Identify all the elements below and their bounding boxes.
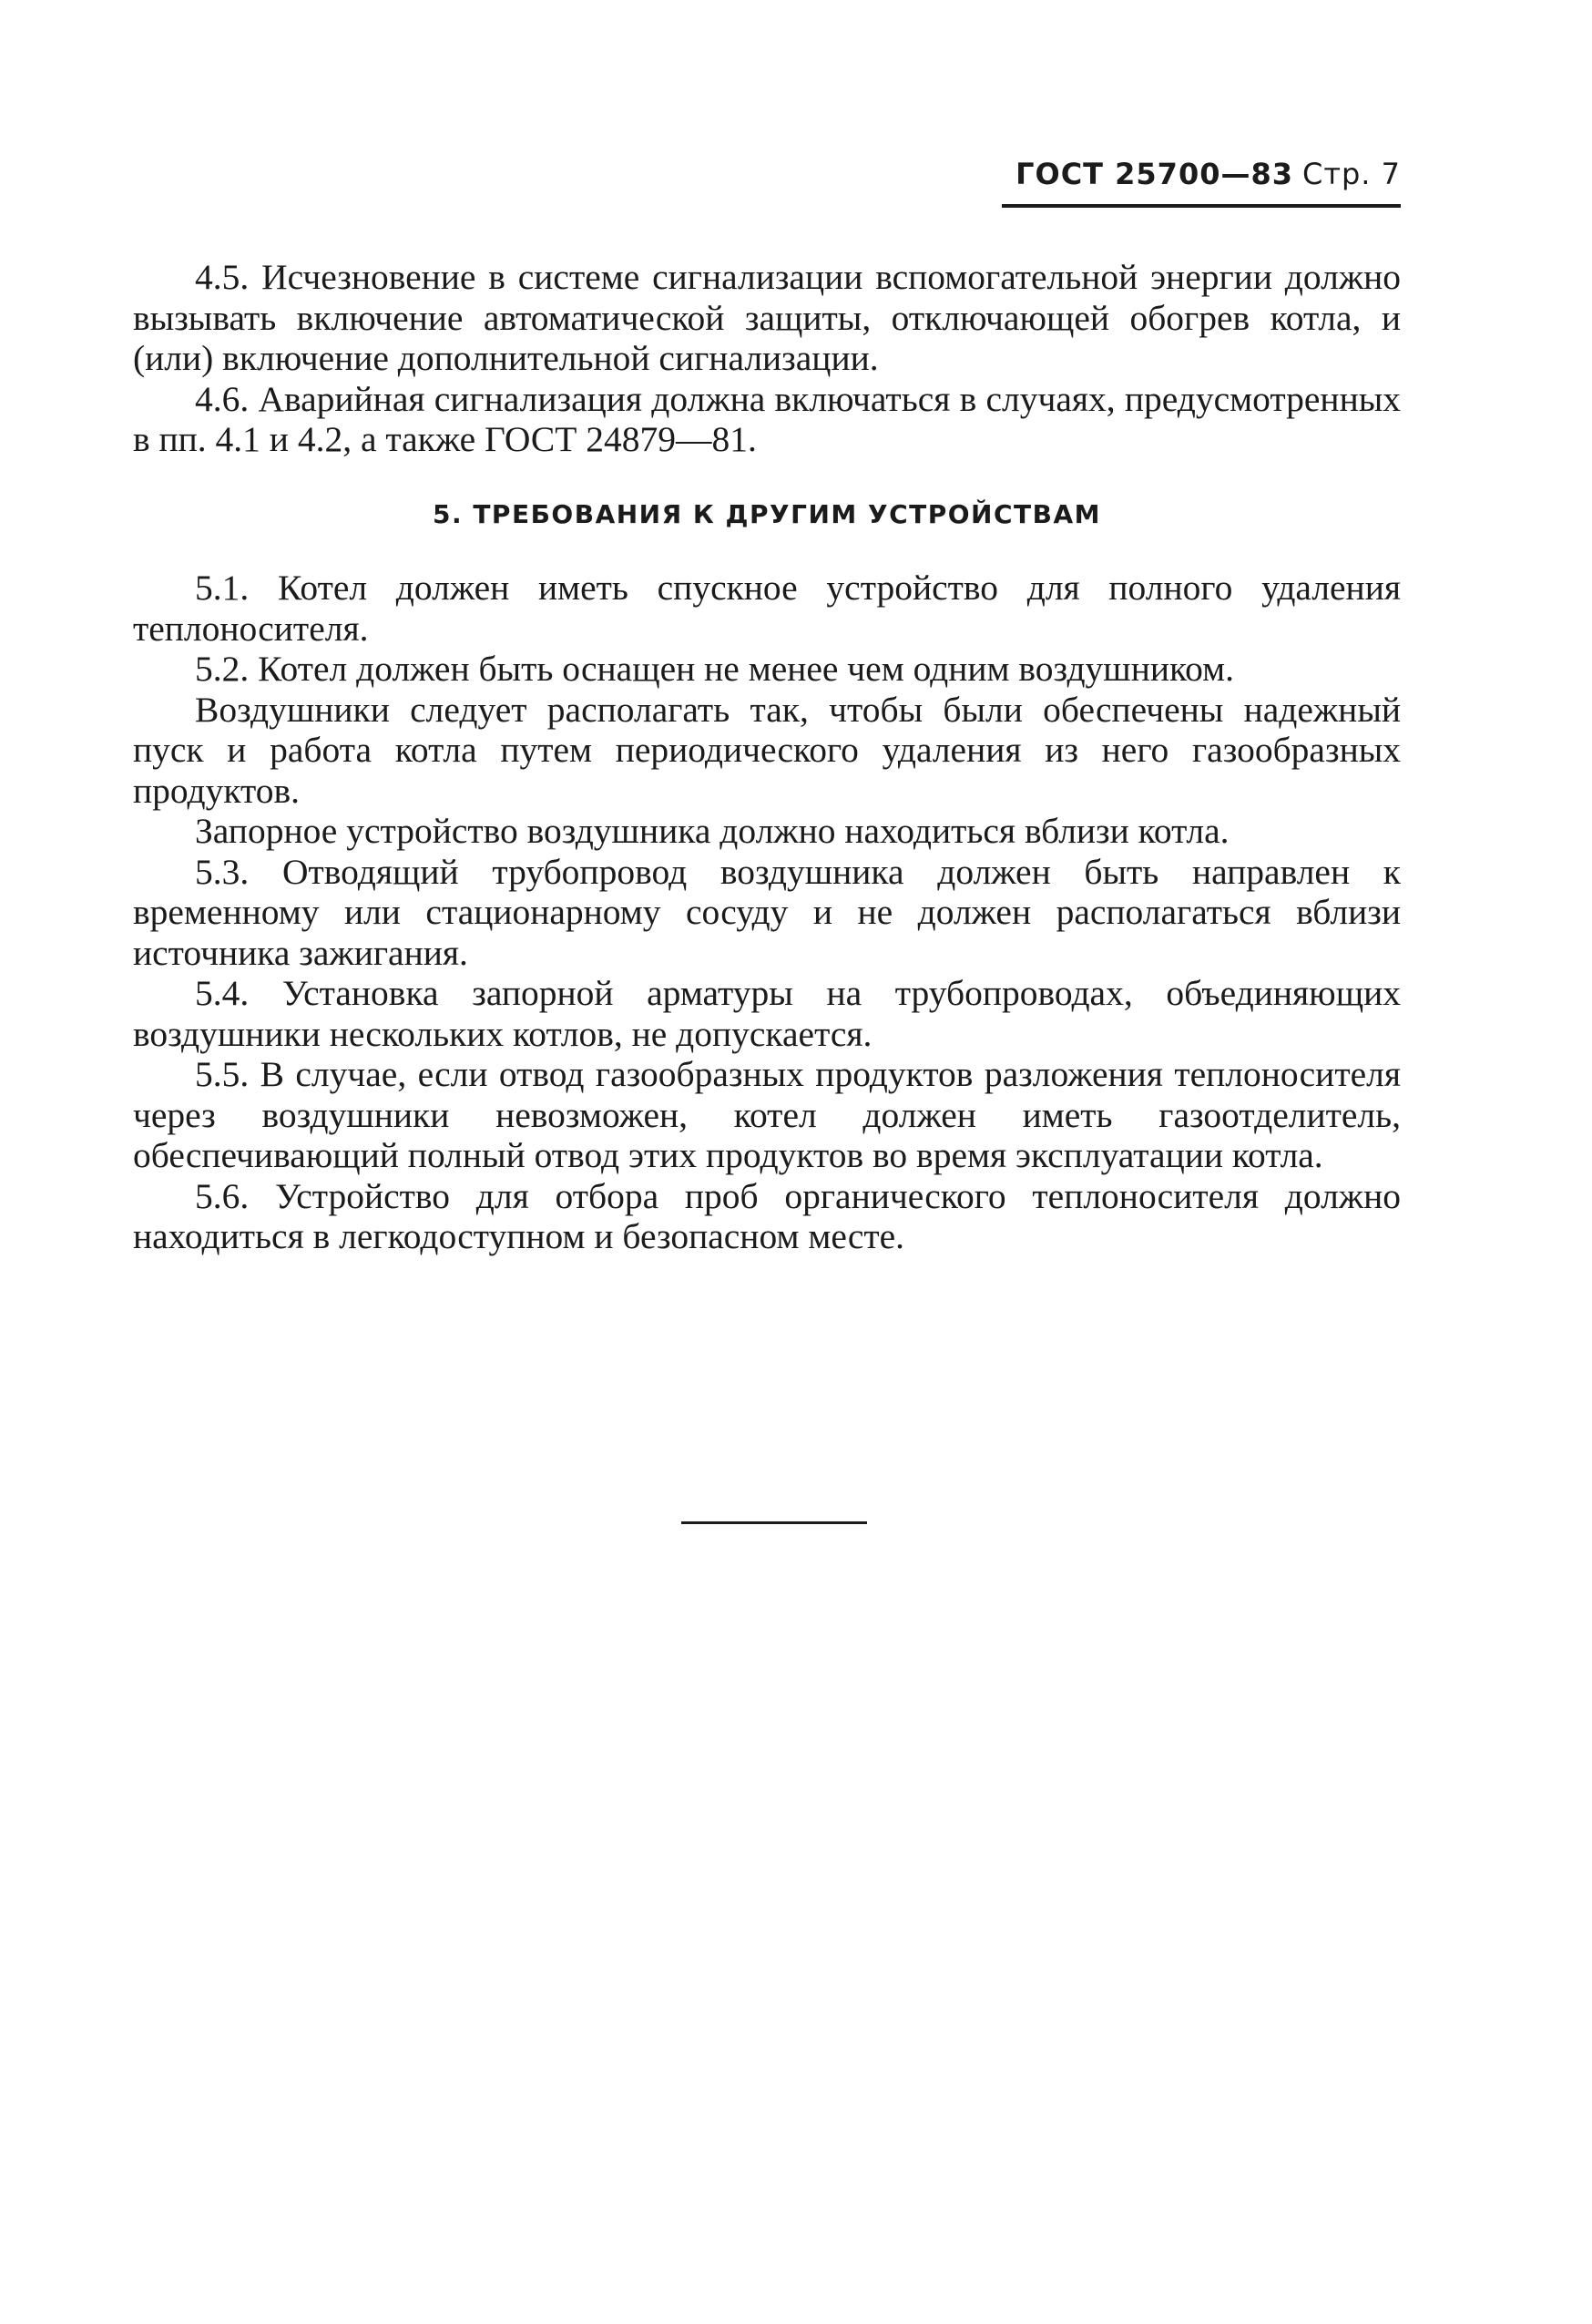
paragraph-5-2-shutoff: Запорное устройство воздушника должно находиться вблизи котла. [195,811,1230,851]
document-body [133,257,1401,1257]
header-rule [1002,204,1401,208]
page-number: Стр. 7 [1302,157,1401,191]
section-title: 5. ТРЕБОВАНИЯ К ДРУГИМ УСТРОЙСТВАМ [432,498,1102,529]
standard-number: ГОСТ 25700—83 [1015,157,1293,191]
end-rule [681,1521,867,1524]
paragraph-5-4: 5.4. Установка запорной арматуры на трубопроводах, объединяющих воздушники нескольких котлов, не допускается. [133,973,1401,1054]
paragraph-5-1: 5.1. Котел должен иметь спускное устройство для полного удаления теплоносителя. [133,568,1401,649]
paragraph-5-5: 5.5. В случае, если отвод газообразных продуктов разложения теплоносителя через воздушники невозможен, котел должен иметь газоотделитель, обеспечивающий полный отвод этих продуктов во время эксплуатации котла. [133,1054,1401,1175]
paragraph-4-6: 4.6. Аварийная сигнализация должна включаться в случаях, предусмотренных в пп. 4.1 и 4.2, а также ГОСТ 24879—81. [133,378,1401,459]
paragraph-5-3: 5.3. Отводящий трубопровод воздушника должен быть направлен к временному или стационарному сосуду и не должен располагаться вблизи источника зажигания. [133,851,1401,973]
paragraph-5-2: 5.2. Котел должен быть оснащен не менее чем одним воздушником. [195,649,1235,689]
paragraph-4-5: 4.5. Исчезновение в системе сигнализации вспомогательной энергии должно вызывать включение автоматической защиты, отключающей обогрев котла, и (или) включение дополнительной сигнализации. [133,257,1401,378]
paragraph-5-2-air-vents: Воздушники следует располагать так, чтобы были обеспечены надежный пуск и работа котла путем периодического удаления из него газообразных продуктов. [133,689,1401,811]
page-header [1015,157,1401,191]
paragraph-5-6: 5.6. Устройство для отбора проб органического теплоносителя должно находиться в легкодоступном и безопасном месте. [133,1175,1401,1256]
